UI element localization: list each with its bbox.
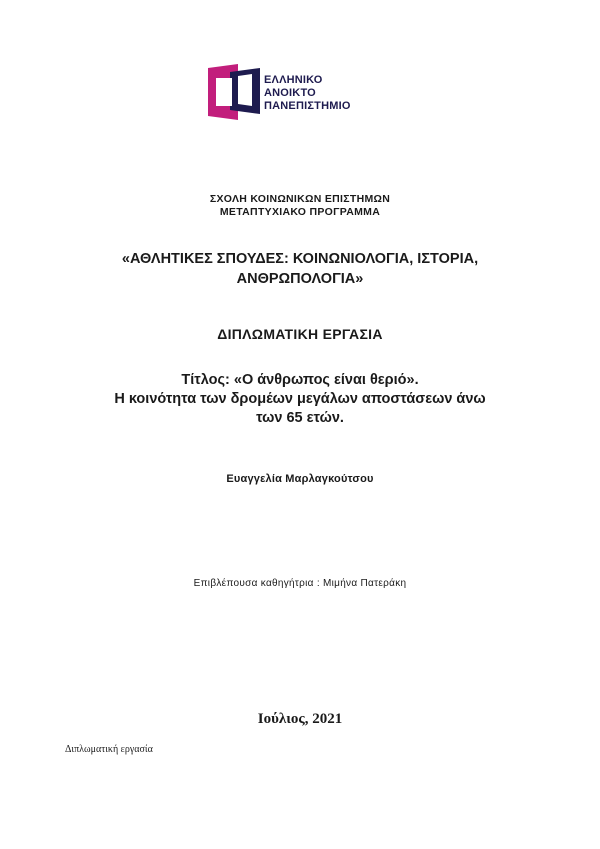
- logo-line-1: ΕΛΛΗΝΙΚΟ: [264, 74, 323, 86]
- title-line-2: Η κοινότητα των δρομέων μεγάλων αποστάσεων άνω: [114, 391, 486, 407]
- thesis-title: [0, 371, 600, 428]
- program-type: ΜΕΤΑΠΤΥΧΙΑΚΟ ΠΡΟΓΡΑΜΜΑ: [219, 206, 381, 218]
- logo-text: [264, 74, 351, 113]
- logo-line-3: ΠΑΝΕΠΙΣΤΗΜΙΟ: [264, 100, 351, 112]
- program-name: [0, 249, 600, 289]
- school-block: [0, 193, 600, 219]
- thesis-type: ΔΙΠΛΩΜΑΤΙΚΗ ΕΡΓΑΣΙΑ: [217, 326, 383, 342]
- program-name-line-2: ΑΝΘΡΩΠΟΛΟΓΙΑ»: [236, 271, 364, 287]
- title-line-1: Τίτλος: «Ο άνθρωπος είναι θεριό».: [181, 372, 419, 388]
- supervisor: Επιβλέπουσα καθηγήτρια : Μιμήνα Πατεράκη: [193, 578, 407, 589]
- school-name: ΣΧΟΛΗ ΚΟΙΝΩΝΙΚΩΝ ΕΠΙΣΤΗΜΩΝ: [209, 193, 391, 205]
- date: Ιούλιος, 2021: [257, 711, 343, 727]
- footer-label: Διπλωματική εργασία: [65, 744, 153, 755]
- eap-logo-mark-icon: [208, 64, 260, 120]
- title-line-3: των 65 ετών.: [256, 410, 344, 426]
- logo-line-2: ΑΝΟΙΚΤΟ: [264, 87, 316, 99]
- university-logo: [208, 64, 378, 120]
- program-name-line-1: «ΑΘΛΗΤΙΚΕΣ ΣΠΟΥΔΕΣ: ΚΟΙΝΩΝΙΟΛΟΓΙΑ, ΙΣΤΟΡΙΑ,: [121, 251, 479, 267]
- author-name: Ευαγγελία Μαρλαγκούτσου: [226, 473, 374, 485]
